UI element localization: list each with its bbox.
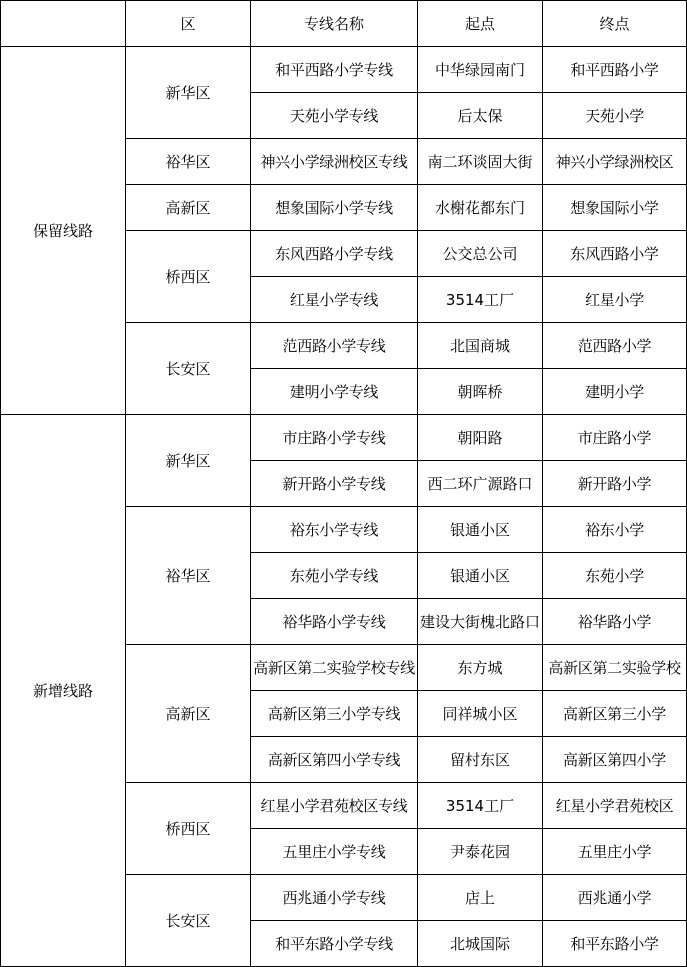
start-cell: 西二环广源路口 [418, 461, 543, 507]
district-cell: 高新区 [126, 645, 251, 783]
line-name-cell: 天苑小学专线 [251, 93, 418, 139]
start-cell: 东方城 [418, 645, 543, 691]
end-cell: 想象国际小学 [543, 185, 687, 231]
line-name-cell: 和平西路小学专线 [251, 47, 418, 93]
line-name-cell: 和平东路小学专线 [251, 921, 418, 967]
header-line-name: 专线名称 [251, 1, 418, 47]
group-label: 新增线路 [1, 415, 126, 967]
line-name-cell: 高新区第三小学专线 [251, 691, 418, 737]
header-row [1, 1, 687, 47]
end-cell: 红星小学君苑校区 [543, 783, 687, 829]
district-cell: 长安区 [126, 323, 251, 415]
line-name-cell: 五里庄小学专线 [251, 829, 418, 875]
group-label: 保留线路 [1, 47, 126, 415]
end-cell: 建明小学 [543, 369, 687, 415]
line-name-cell: 新开路小学专线 [251, 461, 418, 507]
end-cell: 高新区第四小学 [543, 737, 687, 783]
line-name-cell: 高新区第二实验学校专线 [251, 645, 418, 691]
line-name-cell: 东风西路小学专线 [251, 231, 418, 277]
line-name-cell: 红星小学君苑校区专线 [251, 783, 418, 829]
start-cell: 朝阳路 [418, 415, 543, 461]
line-name-cell: 高新区第四小学专线 [251, 737, 418, 783]
line-name-cell: 想象国际小学专线 [251, 185, 418, 231]
district-cell: 桥西区 [126, 231, 251, 323]
line-name-cell: 神兴小学绿洲校区专线 [251, 139, 418, 185]
start-cell: 后太保 [418, 93, 543, 139]
line-name-cell: 建明小学专线 [251, 369, 418, 415]
start-cell: 朝晖桥 [418, 369, 543, 415]
end-cell: 市庄路小学 [543, 415, 687, 461]
end-cell: 高新区第二实验学校 [543, 645, 687, 691]
line-name-cell: 裕东小学专线 [251, 507, 418, 553]
district-cell: 新华区 [126, 415, 251, 507]
table-row [1, 47, 687, 93]
end-cell: 范西路小学 [543, 323, 687, 369]
district-cell: 新华区 [126, 47, 251, 139]
start-cell: 同祥城小区 [418, 691, 543, 737]
header-start: 起点 [418, 1, 543, 47]
end-cell: 和平东路小学 [543, 921, 687, 967]
district-cell: 高新区 [126, 185, 251, 231]
start-cell: 尹泰花园 [418, 829, 543, 875]
end-cell: 高新区第三小学 [543, 691, 687, 737]
line-name-cell: 范西路小学专线 [251, 323, 418, 369]
end-cell: 东苑小学 [543, 553, 687, 599]
start-cell: 3514工厂 [418, 783, 543, 829]
start-cell: 店上 [418, 875, 543, 921]
header-end: 终点 [543, 1, 687, 47]
district-cell: 裕华区 [126, 507, 251, 645]
header-district: 区 [126, 1, 251, 47]
district-cell: 长安区 [126, 875, 251, 967]
start-cell: 留村东区 [418, 737, 543, 783]
start-cell: 中华绿园南门 [418, 47, 543, 93]
start-cell: 北城国际 [418, 921, 543, 967]
start-cell: 3514工厂 [418, 277, 543, 323]
end-cell: 西兆通小学 [543, 875, 687, 921]
end-cell: 五里庄小学 [543, 829, 687, 875]
start-cell: 水榭花都东门 [418, 185, 543, 231]
line-name-cell: 裕华路小学专线 [251, 599, 418, 645]
district-cell: 裕华区 [126, 139, 251, 185]
header-category [1, 1, 126, 47]
end-cell: 神兴小学绿洲校区 [543, 139, 687, 185]
line-name-cell: 西兆通小学专线 [251, 875, 418, 921]
start-cell: 公交总公司 [418, 231, 543, 277]
end-cell: 红星小学 [543, 277, 687, 323]
end-cell: 裕东小学 [543, 507, 687, 553]
start-cell: 银通小区 [418, 507, 543, 553]
start-cell: 北国商城 [418, 323, 543, 369]
end-cell: 天苑小学 [543, 93, 687, 139]
end-cell: 和平西路小学 [543, 47, 687, 93]
end-cell: 新开路小学 [543, 461, 687, 507]
table-body [1, 47, 687, 967]
end-cell: 东风西路小学 [543, 231, 687, 277]
start-cell: 南二环谈固大街 [418, 139, 543, 185]
district-cell: 桥西区 [126, 783, 251, 875]
start-cell: 银通小区 [418, 553, 543, 599]
line-name-cell: 红星小学专线 [251, 277, 418, 323]
line-name-cell: 东苑小学专线 [251, 553, 418, 599]
line-name-cell: 市庄路小学专线 [251, 415, 418, 461]
end-cell: 裕华路小学 [543, 599, 687, 645]
start-cell: 建设大街槐北路口 [418, 599, 543, 645]
table-row [1, 415, 687, 461]
